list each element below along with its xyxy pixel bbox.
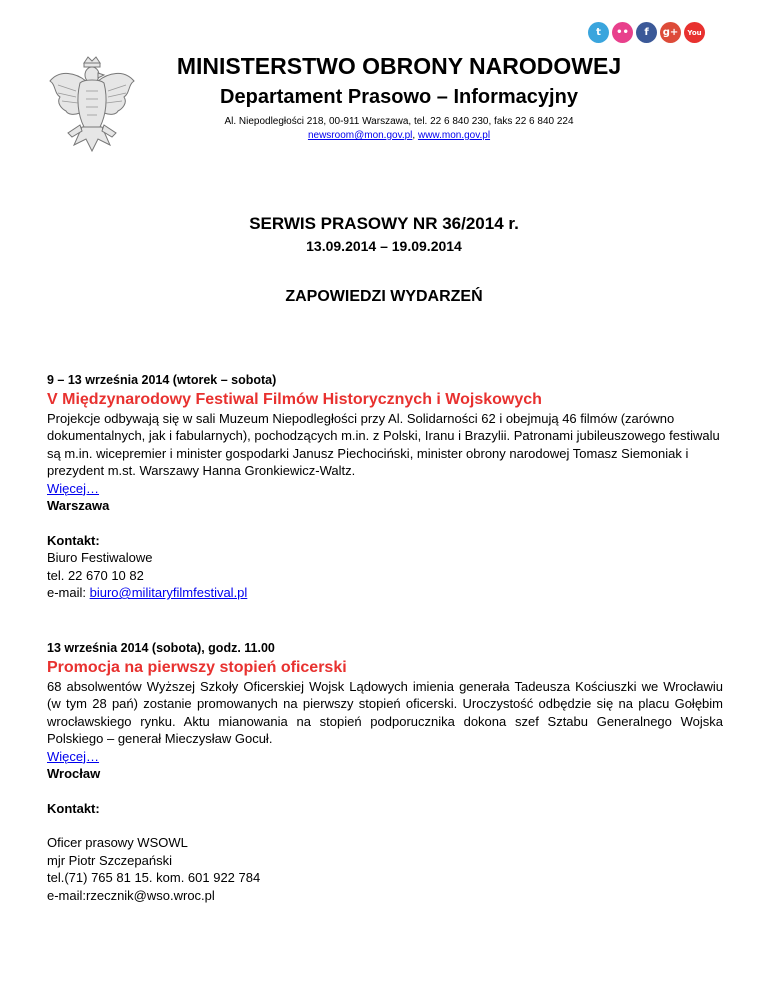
social-icons [588,22,705,43]
event-city: Wrocław [47,766,101,781]
contact-email-link[interactable]: biuro@militaryfilmfestival.pl [89,585,248,600]
contact-email-label: e-mail: [47,585,90,600]
header-links [0,130,768,141]
facebook-icon[interactable]: f [636,22,657,43]
twitter-icon[interactable]: t [588,22,609,43]
newsroom-email-link[interactable]: newsroom@mon.gov.pl [307,130,413,141]
event-item [47,372,723,602]
press-service-dates: 13.09.2014 – 19.09.2014 [306,238,462,254]
event-title: V Międzynarodowy Festiwal Filmów Historycznych i Wojskowych [47,390,542,408]
event-description: 68 absolwentów Wyższej Szkoły Oficerskiej Wojsk Lądowych imienia generała Tadeusza Kościuszki we Wrocławiu (w tym 28 pań) zostanie promowanych na pierwszy stopień oficerski. Uroczystość odbędzie się na placu Gołębim wrocławskiego rynku. Aktu mianowania na stopień podporucznika dokona szef Sztabu Generalnego Wojska Polskiego – generał Mieczysław Gocuł. [47,678,723,746]
contact-name: Biuro Festiwalowe [47,550,153,565]
ministry-title: MINISTERSTWO OBRONY NARODOWEJ [176,53,622,79]
more-link[interactable]: Więcej… [47,748,100,764]
more-link[interactable]: Więcej… [47,480,100,496]
section-title: ZAPOWIEDZI WYDARZEŃ [285,288,483,305]
event-city: Warszawa [47,498,110,513]
contact-name: Oficer prasowy WSOWL [47,835,188,850]
event-date: 13 września 2014 (sobota), godz. 11.00 [47,641,275,655]
event-date: 9 – 13 września 2014 (wtorek – sobota) [47,373,277,387]
youtube-icon[interactable]: You [684,22,705,43]
event-description: Projekcje odbywają się w sali Muzeum Niepodległości przy Al. Solidarności 62 i obejmują 46 filmów (zarówno dokumentalnych, jak i fabularnych), pochodzących m.in. z Polski, Iranu i Brazylii. Patronami jubileuszowego festiwalu są m.in. wicepremier i minister gospodarki Janusz Piechociński, minister obrony narodowej Tomasz Siemoniak i prezydent m.st. Warszawy Hanna Gronkiewicz-Waltz. [47,410,720,478]
event-item [47,640,723,904]
contact-phone: tel.(71) 765 81 15. kom. 601 922 784 [47,870,261,885]
contact-person: mjr Piotr Szczepański [47,852,172,868]
google-plus-icon[interactable]: g+ [660,22,681,43]
flickr-icon[interactable]: •• [612,22,633,43]
ministry-address: Al. Niepodległości 218, 00-911 Warszawa, tel. 22 6 840 230, faks 22 6 840 224 [224,116,574,127]
contact-phone: tel. 22 670 10 82 [47,567,144,583]
department-subtitle: Departament Prasowo – Informacyjny [220,86,578,108]
contact-email: e-mail:rzecznik@wso.wroc.pl [47,887,215,903]
press-service-title: SERWIS PRASOWY NR 36/2014 r. [249,214,519,233]
contact-email-row [47,584,723,602]
website-link[interactable]: www.mon.gov.pl [417,130,491,141]
contact-label: Kontakt: [47,800,100,816]
contact-label: Kontakt: [47,532,100,548]
link-separator: , [412,130,418,141]
event-title: Promocja na pierwszy stopień oficerski [47,658,347,676]
